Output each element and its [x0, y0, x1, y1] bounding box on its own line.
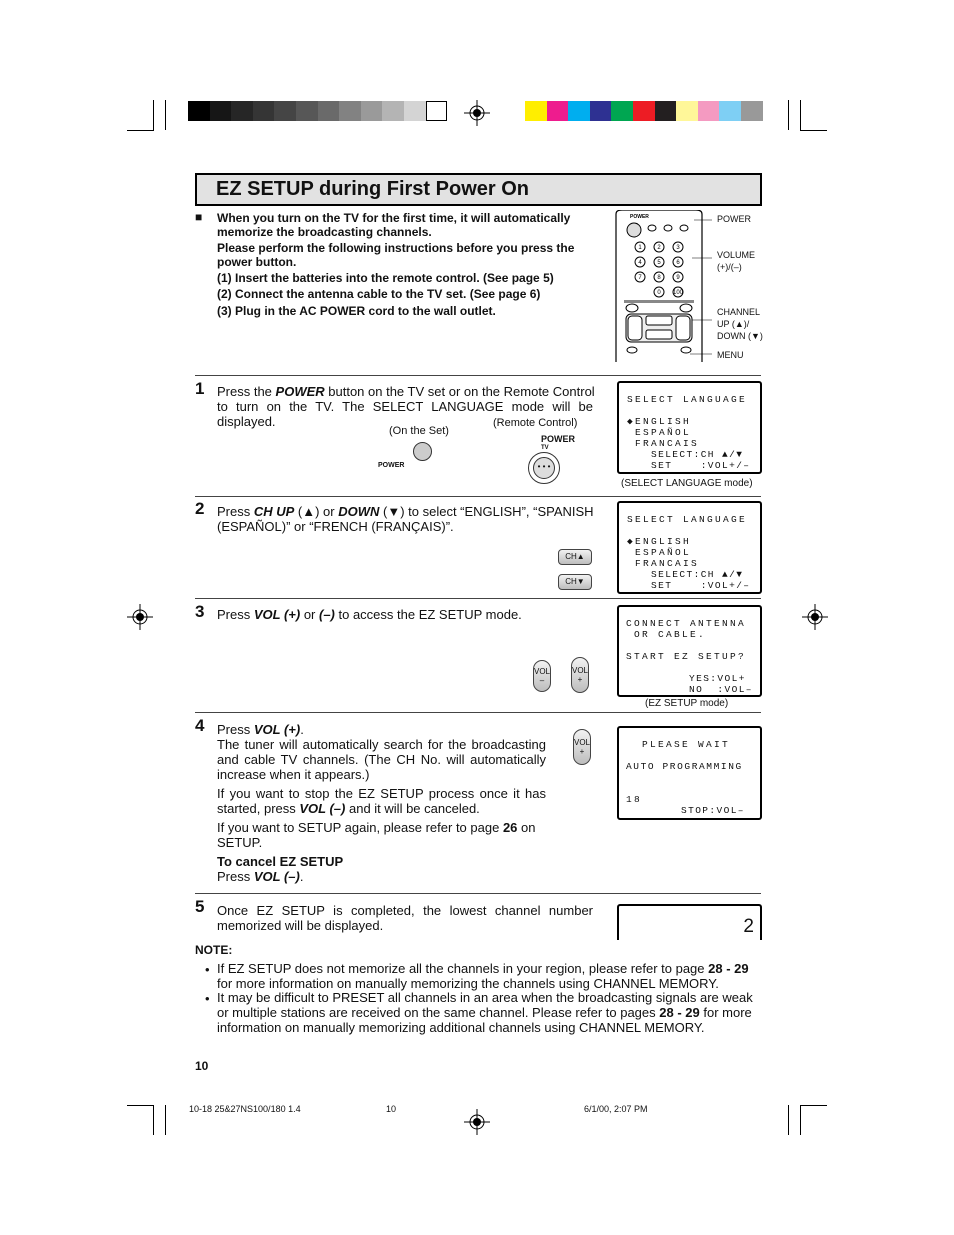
- remote-control-illustration: [612, 210, 712, 362]
- svg-text:100: 100: [672, 290, 684, 296]
- remote-label-menu: MENU: [717, 350, 744, 360]
- screen-line: YES:VOL+: [689, 673, 746, 684]
- step4-vol-plus-term: VOL (+): [253, 722, 301, 737]
- crop-mark: [800, 1105, 801, 1135]
- step1-text-line2: to turn on the TV. The SELECT LANGUAGE mode will be: [217, 399, 593, 414]
- step4-text: [217, 722, 304, 737]
- cancel-ez-setup-text: [217, 869, 303, 884]
- gray-swatch: [382, 101, 404, 121]
- screen-line: ◆ENGLISH: [627, 536, 692, 547]
- step1-power-term: POWER: [275, 384, 325, 399]
- crop-mark: [153, 1105, 154, 1135]
- step4-paragraph-line: The tuner will automatically search for the broadcasting: [217, 737, 546, 752]
- intro-line: When you turn on the TV for the first time, it will automatically: [217, 211, 571, 225]
- step3-text-a: Press: [217, 607, 254, 622]
- step4-paragraph-line: If you want to stop the EZ SETUP process once it has: [217, 786, 546, 801]
- select-language-screen: [617, 501, 762, 594]
- step4-text-span: Press: [217, 869, 254, 884]
- remote-label-channel: CHANNEL: [717, 307, 761, 317]
- screen-line: CONNECT ANTENNA: [626, 618, 747, 629]
- set-power-button[interactable]: [413, 442, 432, 461]
- screen-line: OR CABLE.: [634, 629, 707, 640]
- color-swatch: [547, 101, 569, 121]
- step2-text-c: (▲) or: [294, 504, 339, 519]
- note-heading: NOTE:: [195, 943, 233, 957]
- page-reference: 28 - 29: [659, 1005, 700, 1020]
- vol-plus-button[interactable]: VOL +: [573, 729, 591, 765]
- gray-swatch: [188, 101, 210, 121]
- note-line: information on manually memorizing additional channels using CHANNEL MEMORY.: [217, 1020, 705, 1035]
- registration-mark-icon: [464, 1109, 490, 1135]
- footer-file-info: 10-18 25&27NS100/180 1.4: [189, 1104, 301, 1114]
- page-reference: 28 - 29: [708, 961, 749, 976]
- step1-text-line3: displayed.: [217, 414, 276, 429]
- gray-swatch: [296, 101, 318, 121]
- svg-text:3: 3: [676, 245, 680, 251]
- step4-text-span: .: [299, 869, 304, 884]
- svg-text:0: 0: [657, 290, 661, 296]
- remote-label-power: POWER: [717, 214, 752, 224]
- color-swatch: [590, 101, 612, 121]
- screen-line: ESPAÑOL: [635, 427, 692, 438]
- crop-mark: [788, 100, 789, 130]
- bullet-icon: •: [205, 991, 210, 1006]
- step4-text-c: .: [300, 722, 304, 737]
- divider: [195, 496, 761, 497]
- step1-text-a: Press the: [217, 384, 276, 399]
- step4-text-span: started, press: [217, 801, 300, 816]
- remote-power-label: POWER: [541, 434, 576, 444]
- step3-text-c: or: [300, 607, 319, 622]
- crop-mark: [127, 1105, 154, 1106]
- step4-text-span: on: [517, 820, 536, 835]
- color-swatch: [655, 101, 677, 121]
- bullet-icon: ■: [195, 210, 203, 224]
- remote-label-volume-sign: (+)/(–): [717, 262, 742, 272]
- step5-text-line1: Once EZ SETUP is completed, the lowest channel number: [217, 903, 593, 918]
- remote-label-volume: VOLUME: [717, 250, 756, 260]
- select-language-screen: [617, 381, 762, 474]
- remote-label-channel-up: UP (▲)/: [717, 319, 750, 329]
- step4-text-span: and it will be canceled.: [345, 801, 480, 816]
- footer-date: 6/1/00, 2:07 PM: [584, 1104, 648, 1114]
- step3-vol-plus-term: VOL (+): [253, 607, 301, 622]
- gray-swatch: [426, 101, 448, 121]
- gray-swatch: [361, 101, 383, 121]
- crop-mark: [800, 1105, 827, 1106]
- step2-text: [217, 504, 594, 519]
- crop-mark: [153, 100, 154, 130]
- remote-control-caption: (Remote Control): [493, 417, 578, 429]
- page-title-bar: [195, 173, 762, 206]
- step4-vol-minus-term: VOL (–): [253, 869, 300, 884]
- gray-swatch: [274, 101, 296, 121]
- gray-swatch: [318, 101, 340, 121]
- registration-mark-icon: [464, 100, 490, 126]
- screen-line: SELECT:CH ▲/▼: [651, 569, 744, 580]
- footer-page: 10: [386, 1104, 397, 1114]
- step4-paragraph-line: and cable TV channels. (The CH No. will automatically: [217, 752, 546, 767]
- step1-text-b: button on the TV set or on the Remote Control: [324, 384, 595, 399]
- color-swatch: [676, 101, 698, 121]
- intro-line: (1) Insert the batteries into the remote control. (See page 5): [217, 271, 554, 285]
- divider: [195, 598, 761, 599]
- step2-text-e: (▼) to select “ENGLISH”, “SPANISH: [379, 504, 594, 519]
- bullet-icon: •: [205, 962, 210, 977]
- step3-text-e: to access the EZ SETUP mode.: [334, 607, 522, 622]
- screen-line: AUTO PROGRAMMING: [626, 761, 743, 772]
- please-wait-screen: [617, 726, 762, 820]
- screen-line: FRANCAIS: [635, 558, 700, 569]
- registration-mark-icon: [802, 604, 828, 630]
- screen-line: FRANCAIS: [635, 438, 700, 449]
- step-number: 4: [195, 716, 205, 735]
- step-number: 2: [195, 499, 205, 518]
- channel-number: 2: [743, 916, 754, 937]
- color-swatch: [611, 101, 633, 121]
- screen-line: NO :VOL–: [689, 684, 753, 695]
- note-line: for more information on manually memorizing the channels using CHANNEL MEMORY.: [217, 976, 719, 991]
- svg-text:1: 1: [638, 245, 642, 251]
- note-text-span: If EZ SETUP does not memorize all the channels in your region, please refer to page: [217, 961, 709, 976]
- ch-up-button[interactable]: CH▲: [558, 549, 592, 565]
- svg-text:9: 9: [676, 275, 680, 281]
- svg-text:4: 4: [638, 260, 642, 266]
- intro-line: (2) Connect the antenna cable to the TV set. (See page 6): [217, 287, 541, 301]
- page-title: EZ SETUP during First Power On: [216, 178, 529, 200]
- step2-down-term: DOWN: [338, 504, 380, 519]
- color-swatch: [525, 101, 547, 121]
- gray-swatch: [210, 101, 232, 121]
- step2-text-line2: (ESPAÑOL)” or “FRENCH (FRANÇAIS)”.: [217, 519, 454, 534]
- step4-paragraph-line: [217, 820, 535, 835]
- intro-line: power button.: [217, 255, 297, 269]
- step1-text: [217, 384, 593, 399]
- remote-tv-label: TV: [541, 445, 549, 451]
- select-language-caption: (SELECT LANGUAGE mode): [621, 478, 753, 489]
- page-number: 10: [195, 1059, 209, 1073]
- svg-text:8: 8: [657, 275, 661, 281]
- screen-line: ESPAÑOL: [635, 547, 692, 558]
- registration-mark-icon: [127, 604, 153, 630]
- on-the-set-caption: (On the Set): [389, 425, 449, 437]
- step4-text-a: Press: [217, 722, 254, 737]
- step3-vol-minus-term: (–): [319, 607, 335, 622]
- step2-text-a: Press: [217, 504, 254, 519]
- color-swatch: [741, 101, 763, 121]
- vol-plus-button[interactable]: VOL +: [571, 657, 589, 693]
- gray-swatch: [404, 101, 426, 121]
- screen-line: STOP:VOL–: [681, 805, 745, 816]
- screen-line: PLEASE WAIT: [642, 739, 731, 750]
- svg-text:5: 5: [657, 260, 661, 266]
- cancel-ez-setup-heading: To cancel EZ SETUP: [217, 854, 344, 869]
- step4-vol-minus-term: VOL (–): [299, 801, 346, 816]
- step3-text: [217, 607, 522, 622]
- ez-setup-caption: (EZ SETUP mode): [645, 698, 729, 709]
- ch-down-button[interactable]: CH▼: [558, 574, 592, 590]
- screen-line: SELECT LANGUAGE: [627, 394, 748, 405]
- crop-mark: [800, 130, 827, 131]
- note-line: [217, 1005, 752, 1020]
- color-swatch: [568, 101, 590, 121]
- remote-power-button[interactable]: • • •: [528, 452, 560, 484]
- set-power-label: POWER: [378, 462, 405, 469]
- screen-line: SET :VOL+/–: [651, 460, 751, 471]
- color-swatch: [719, 101, 741, 121]
- color-swatch: [698, 101, 720, 121]
- intro-line: Please perform the following instructions before you press the: [217, 241, 575, 255]
- remote-label-channel-down: DOWN (▼): [717, 331, 763, 341]
- step5-text-line2: memorized will be displayed.: [217, 918, 384, 933]
- svg-text:7: 7: [638, 275, 642, 281]
- note-text-span: or multiple stations are received on the same channel. Please refer to pages: [217, 1005, 660, 1020]
- gray-swatch: [339, 101, 361, 121]
- step4-paragraph-line: SETUP.: [217, 835, 263, 850]
- screen-line: START EZ SETUP?: [626, 651, 747, 662]
- intro-line: memorize the broadcasting channels.: [217, 225, 432, 239]
- crop-mark: [788, 1105, 789, 1135]
- step-number: 5: [195, 897, 205, 916]
- step2-ch-up-term: CH UP: [253, 504, 295, 519]
- svg-text:6: 6: [676, 260, 680, 266]
- screen-line: SELECT:CH ▲/▼: [651, 449, 744, 460]
- step4-paragraph-line: increase when it appears.): [217, 767, 370, 782]
- gray-swatch: [231, 101, 253, 121]
- divider: [195, 375, 761, 376]
- intro-line: (3) Plug in the AC POWER cord to the wall outlet.: [217, 304, 496, 318]
- crop-mark: [165, 100, 166, 130]
- step4-paragraph-line: [217, 801, 480, 816]
- crop-mark: [800, 100, 801, 130]
- gray-swatch: [253, 101, 275, 121]
- crop-mark: [127, 130, 154, 131]
- screen-line: SELECT LANGUAGE: [627, 514, 748, 525]
- note-text-span: for more: [699, 1005, 752, 1020]
- step-number: 1: [195, 379, 205, 398]
- vol-minus-button[interactable]: VOL –: [533, 660, 551, 692]
- note-line: It may be difficult to PRESET all channels in an area when the broadcasting signals are weak: [217, 990, 753, 1005]
- step-number: 3: [195, 602, 205, 621]
- step4-text-span: If you want to SETUP again, please refer to page: [217, 820, 503, 835]
- svg-text:POWER: POWER: [630, 214, 649, 220]
- note-line: [217, 961, 749, 976]
- svg-text:2: 2: [657, 245, 661, 251]
- screen-line: ◆ENGLISH: [627, 416, 692, 427]
- divider: [195, 893, 761, 894]
- ez-setup-screen: [617, 605, 762, 697]
- color-swatch: [633, 101, 655, 121]
- divider: [195, 712, 761, 713]
- crop-mark: [165, 1105, 166, 1135]
- screen-line: 18: [626, 794, 643, 805]
- screen-line: SET :VOL+/–: [651, 580, 751, 591]
- page-reference: 26: [502, 820, 518, 835]
- channel-display-screen: [617, 904, 762, 940]
